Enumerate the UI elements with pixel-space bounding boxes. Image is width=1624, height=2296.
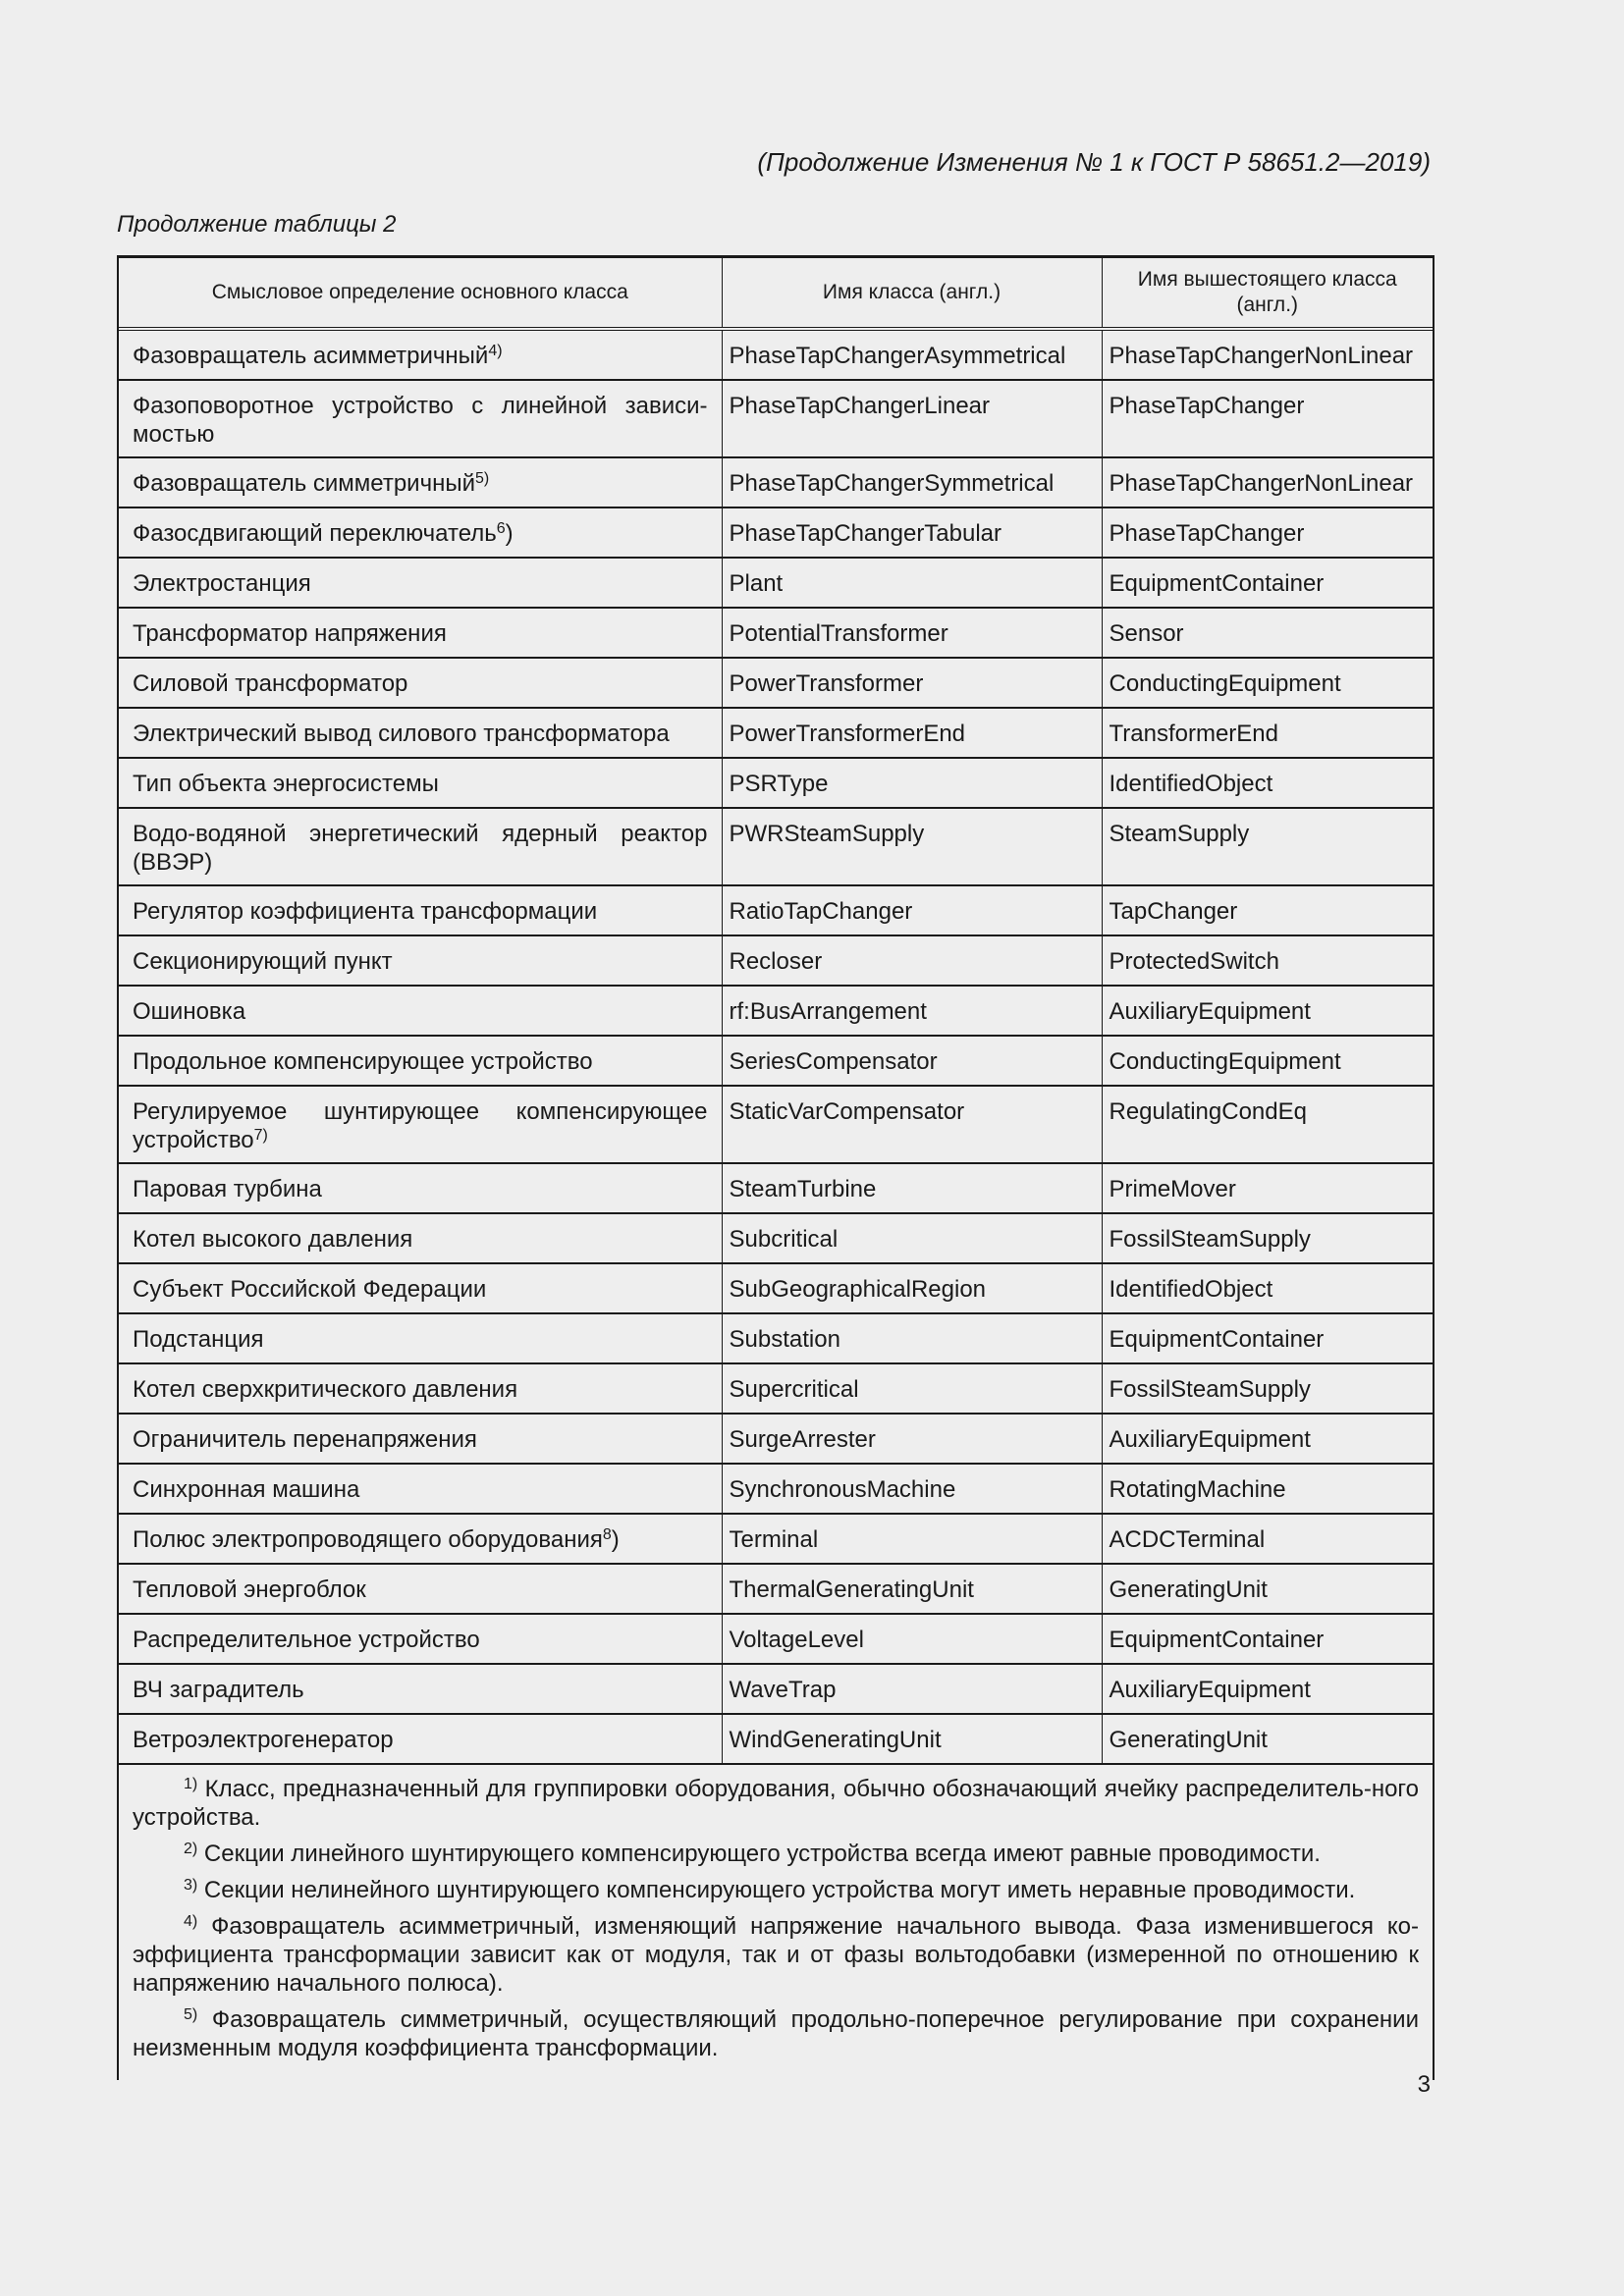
class-definition-text: Тип объекта энергосистемы xyxy=(133,771,439,797)
footnote-text: Класс, предназначенный для группировки оборудования, обычно обозначающий ячейку распределитель-ного устройства. xyxy=(133,1776,1419,1831)
class-name-cell: ThermalGeneratingUnit xyxy=(722,1564,1102,1614)
table-body xyxy=(119,329,1433,1764)
class-name-cell: PhaseTapChangerTabular xyxy=(722,507,1102,558)
class-name-cell: SubGeographicalRegion xyxy=(722,1263,1102,1313)
class-definition-text: Ошиновка xyxy=(133,998,246,1025)
parent-class-cell: TransformerEnd xyxy=(1102,708,1433,758)
class-definition-cell xyxy=(119,1414,722,1464)
footnote xyxy=(133,1840,1419,1868)
class-definition-text: Электрический вывод силового трансформатора xyxy=(133,721,670,747)
class-name-cell: WaveTrap xyxy=(722,1664,1102,1714)
table-row xyxy=(119,885,1433,935)
class-definition-text: Водо-водяной энергетический ядерный реактор (ВВЭР) xyxy=(133,821,708,876)
class-definition-text: Электростанция xyxy=(133,570,311,597)
footnote-reference: 5) xyxy=(474,470,490,487)
class-definition-text: Фазосдвигающий переключатель xyxy=(133,520,497,547)
table-row xyxy=(119,608,1433,658)
class-definition-text: Регулятор коэффициента трансформации xyxy=(133,898,598,925)
class-definition-cell xyxy=(119,986,722,1036)
class-definition-cell xyxy=(119,1464,722,1514)
parent-class-cell: AuxiliaryEquipment xyxy=(1102,986,1433,1036)
footnote-reference-tail: ) xyxy=(611,1526,620,1553)
class-definition-cell xyxy=(119,608,722,658)
class-definition-cell xyxy=(119,708,722,758)
parent-class-cell: PhaseTapChangerNonLinear xyxy=(1102,457,1433,507)
parent-class-cell: EquipmentContainer xyxy=(1102,558,1433,608)
table-row xyxy=(119,558,1433,608)
parent-class-cell: SteamSupply xyxy=(1102,808,1433,885)
document-header: (Продолжение Изменения № 1 к ГОСТ Р 58651.2—2019) xyxy=(757,147,1431,177)
parent-class-cell: PhaseTapChanger xyxy=(1102,380,1433,457)
class-definition-cell xyxy=(119,457,722,507)
class-definition-text: Силовой трансформатор xyxy=(133,670,408,697)
table-row xyxy=(119,457,1433,507)
class-definition-text: Ограничитель перенапряжения xyxy=(133,1426,477,1453)
table-row xyxy=(119,1086,1433,1163)
table-row xyxy=(119,658,1433,708)
class-name-cell: PowerTransformerEnd xyxy=(722,708,1102,758)
table-row xyxy=(119,1363,1433,1414)
class-name-cell: PhaseTapChangerLinear xyxy=(722,380,1102,457)
footnote-mark: 2) xyxy=(184,1841,198,1857)
footnote-text: Секции линейного шунтирующего компенсирующего устройства всегда имеют равные проводимости. xyxy=(197,1841,1321,1867)
parent-class-cell: GeneratingUnit xyxy=(1102,1714,1433,1764)
parent-class-cell: RotatingMachine xyxy=(1102,1464,1433,1514)
class-definition-text: Паровая турбина xyxy=(133,1176,322,1202)
table-row xyxy=(119,758,1433,808)
footnote-reference: 7) xyxy=(253,1127,268,1144)
table-container xyxy=(117,255,1435,2080)
class-definition-cell xyxy=(119,1263,722,1313)
footnote-mark: 5) xyxy=(184,2006,198,2023)
class-name-cell: Plant xyxy=(722,558,1102,608)
table-row xyxy=(119,1213,1433,1263)
parent-class-cell: ACDCTerminal xyxy=(1102,1514,1433,1564)
class-name-cell: Supercritical xyxy=(722,1363,1102,1414)
column-header-parent-class: Имя вышестоящего класса (англ.) xyxy=(1102,257,1433,330)
class-definition-text: Трансформатор напряжения xyxy=(133,620,447,647)
footnote xyxy=(133,1775,1419,1832)
class-name-cell: SteamTurbine xyxy=(722,1163,1102,1213)
class-name-cell: rf:BusArrangement xyxy=(722,986,1102,1036)
table-row xyxy=(119,708,1433,758)
parent-class-cell: AuxiliaryEquipment xyxy=(1102,1664,1433,1714)
parent-class-cell: PhaseTapChanger xyxy=(1102,507,1433,558)
class-definition-cell xyxy=(119,1086,722,1163)
parent-class-cell: PrimeMover xyxy=(1102,1163,1433,1213)
table-row xyxy=(119,1036,1433,1086)
class-name-cell: PWRSteamSupply xyxy=(722,808,1102,885)
table-row xyxy=(119,380,1433,457)
class-definition-text: Подстанция xyxy=(133,1326,264,1353)
table-row xyxy=(119,1313,1433,1363)
class-definition-cell xyxy=(119,758,722,808)
class-definition-cell xyxy=(119,658,722,708)
table-row xyxy=(119,808,1433,885)
class-definition-text: ВЧ заградитель xyxy=(133,1677,304,1703)
table-row xyxy=(119,507,1433,558)
footnotes xyxy=(119,1765,1433,2080)
class-name-cell: SeriesCompensator xyxy=(722,1036,1102,1086)
class-name-cell: Subcritical xyxy=(722,1213,1102,1263)
footnote xyxy=(133,1912,1419,1998)
class-name-cell: SynchronousMachine xyxy=(722,1464,1102,1514)
class-definition-cell xyxy=(119,380,722,457)
class-definition-text: Фазовращатель симметричный xyxy=(133,470,475,497)
class-definition-text: Регулируемое шунтирующее компенсирующее устройство xyxy=(133,1098,708,1153)
class-name-cell: StaticVarCompensator xyxy=(722,1086,1102,1163)
parent-class-cell: PhaseTapChangerNonLinear xyxy=(1102,329,1433,380)
class-definition-cell xyxy=(119,329,722,380)
class-name-cell: PowerTransformer xyxy=(722,658,1102,708)
class-definition-text: Ветроэлектрогенератор xyxy=(133,1727,394,1753)
footnote-reference-tail: ) xyxy=(505,520,514,547)
table-caption: Продолжение таблицы 2 xyxy=(117,211,397,238)
class-definition-cell xyxy=(119,1514,722,1564)
class-name-cell: SurgeArrester xyxy=(722,1414,1102,1464)
table-row xyxy=(119,1514,1433,1564)
class-name-cell: WindGeneratingUnit xyxy=(722,1714,1102,1764)
table-row xyxy=(119,1714,1433,1764)
table-row xyxy=(119,329,1433,380)
class-definition-text: Котел сверхкритического давления xyxy=(133,1376,518,1403)
class-definition-cell xyxy=(119,1614,722,1664)
footnote xyxy=(133,2005,1419,2062)
class-name-cell: PotentialTransformer xyxy=(722,608,1102,658)
table-row xyxy=(119,1614,1433,1664)
parent-class-cell: IdentifiedObject xyxy=(1102,1263,1433,1313)
footnote-text: Фазовращатель асимметричный, изменяющий напряжение начального вывода. Фаза изменившегося ко-эффициента трансформации зависит как от модуля, так и от фазы вольтодобавки (измеренной по отношению к напряжению начального полюса). xyxy=(133,1913,1419,1997)
table-row xyxy=(119,1263,1433,1313)
class-name-cell: VoltageLevel xyxy=(722,1614,1102,1664)
class-definition-text: Распределительное устройство xyxy=(133,1627,480,1653)
class-definition-cell xyxy=(119,1163,722,1213)
parent-class-cell: AuxiliaryEquipment xyxy=(1102,1414,1433,1464)
class-name-cell: Substation xyxy=(722,1313,1102,1363)
parent-class-cell: FossilSteamSupply xyxy=(1102,1213,1433,1263)
parent-class-cell: IdentifiedObject xyxy=(1102,758,1433,808)
footnote-text: Секции нелинейного шунтирующего компенсирующего устройства могут иметь неравные проводимости. xyxy=(197,1877,1356,1903)
parent-class-cell: FossilSteamSupply xyxy=(1102,1363,1433,1414)
class-name-cell: PhaseTapChangerAsymmetrical xyxy=(722,329,1102,380)
class-definition-text: Секционирующий пункт xyxy=(133,948,393,975)
class-definition-text: Субъект Российской Федерации xyxy=(133,1276,487,1303)
class-definition-text: Полюс электропроводящего оборудования xyxy=(133,1526,603,1553)
column-header-definition: Смысловое определение основного класса xyxy=(119,257,722,330)
column-header-class-name: Имя класса (англ.) xyxy=(722,257,1102,330)
table-row xyxy=(119,1464,1433,1514)
page-number: 3 xyxy=(1417,2071,1431,2098)
parent-class-cell: RegulatingCondEq xyxy=(1102,1086,1433,1163)
parent-class-cell: ConductingEquipment xyxy=(1102,658,1433,708)
footnote-text: Фазовращатель симметричный, осуществляющий продольно-поперечное регулирование при сохранении неизменным модуля коэффициента трансформации. xyxy=(133,2006,1419,2061)
footnote-reference: 8 xyxy=(602,1526,612,1543)
class-definition-cell xyxy=(119,1213,722,1263)
table-row xyxy=(119,1564,1433,1614)
parent-class-cell: TapChanger xyxy=(1102,885,1433,935)
table-header-row xyxy=(119,257,1433,330)
class-definition-cell xyxy=(119,1363,722,1414)
class-definition-cell xyxy=(119,1664,722,1714)
class-name-cell: RatioTapChanger xyxy=(722,885,1102,935)
parent-class-cell: EquipmentContainer xyxy=(1102,1313,1433,1363)
class-definition-cell xyxy=(119,885,722,935)
footnote-mark: 3) xyxy=(184,1877,198,1894)
class-definition-text: Синхронная машина xyxy=(133,1476,360,1503)
class-definition-cell xyxy=(119,1036,722,1086)
footnote-mark: 4) xyxy=(184,1913,198,1930)
class-definition-text: Фазовращатель асимметричный xyxy=(133,343,489,369)
class-definition-text: Фазоповоротное устройство с линейной зависи-мостью xyxy=(133,393,708,448)
table-row xyxy=(119,935,1433,986)
table-row xyxy=(119,1163,1433,1213)
class-name-cell: PSRType xyxy=(722,758,1102,808)
class-definition-cell xyxy=(119,808,722,885)
class-definition-text: Продольное компенсирующее устройство xyxy=(133,1048,593,1075)
parent-class-cell: EquipmentContainer xyxy=(1102,1614,1433,1664)
parent-class-cell: ConductingEquipment xyxy=(1102,1036,1433,1086)
parent-class-cell: GeneratingUnit xyxy=(1102,1564,1433,1614)
footnote xyxy=(133,1876,1419,1904)
class-definition-cell xyxy=(119,1313,722,1363)
class-definition-cell xyxy=(119,1564,722,1614)
class-definition-cell xyxy=(119,507,722,558)
class-definition-cell xyxy=(119,558,722,608)
footnote-mark: 1) xyxy=(184,1776,198,1792)
class-name-cell: Recloser xyxy=(722,935,1102,986)
parent-class-cell: ProtectedSwitch xyxy=(1102,935,1433,986)
class-definition-cell xyxy=(119,935,722,986)
parent-class-cell: Sensor xyxy=(1102,608,1433,658)
table-row xyxy=(119,1414,1433,1464)
class-definition-text: Котел высокого давления xyxy=(133,1226,413,1253)
footnote-reference: 4) xyxy=(488,343,503,359)
class-name-cell: PhaseTapChangerSymmetrical xyxy=(722,457,1102,507)
class-definition-text: Тепловой энергоблок xyxy=(133,1576,366,1603)
table-row xyxy=(119,1664,1433,1714)
class-name-cell: Terminal xyxy=(722,1514,1102,1564)
class-definition-cell xyxy=(119,1714,722,1764)
footnote-reference: 6 xyxy=(496,520,506,537)
table-row xyxy=(119,986,1433,1036)
class-table xyxy=(119,255,1433,1765)
